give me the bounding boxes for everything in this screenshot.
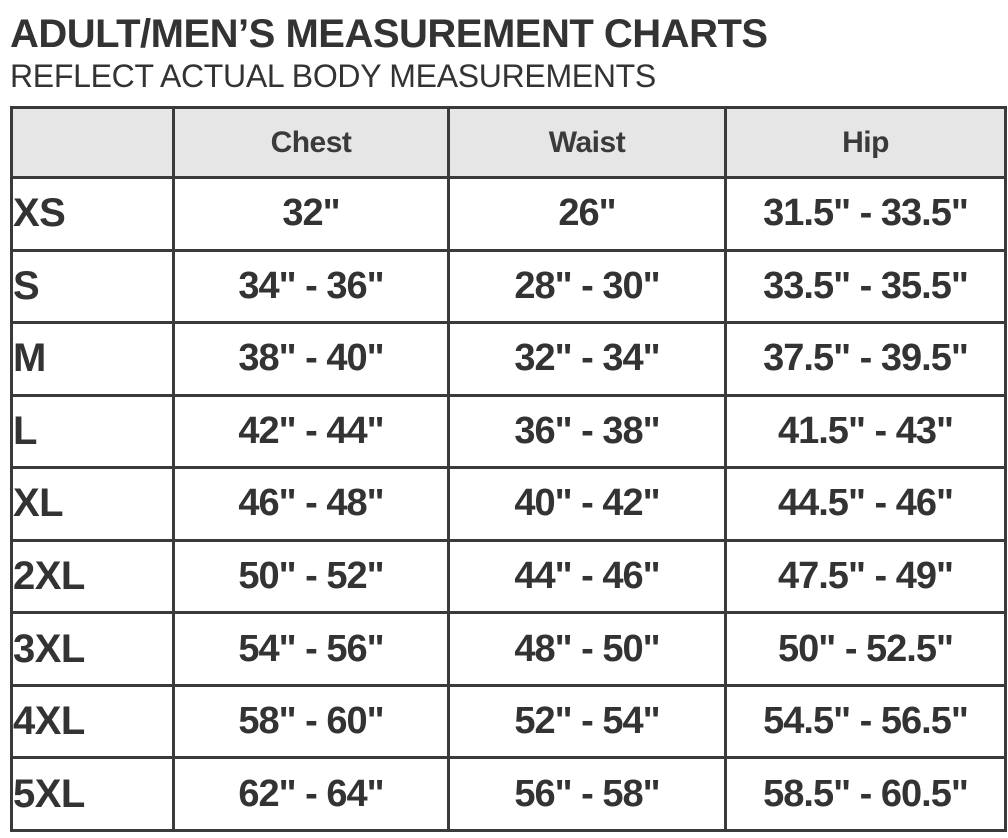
waist-value: 32" - 34" bbox=[449, 323, 726, 396]
chest-value: 62" - 64" bbox=[174, 758, 449, 831]
table-row bbox=[12, 250, 1006, 323]
chest-value: 42" - 44" bbox=[174, 395, 449, 468]
chest-value: 58" - 60" bbox=[174, 685, 449, 758]
hip-value: 37.5" - 39.5" bbox=[726, 323, 1006, 396]
size-label: L bbox=[12, 395, 174, 468]
page-subtitle: REFLECT ACTUAL BODY MEASUREMENTS bbox=[10, 58, 656, 94]
header-waist: Waist bbox=[449, 108, 726, 178]
hip-value: 44.5" - 46" bbox=[726, 468, 1006, 541]
hip-value: 50" - 52.5" bbox=[726, 613, 1006, 686]
table-row bbox=[12, 613, 1006, 686]
size-label: 5XL bbox=[12, 758, 174, 831]
size-chart-table bbox=[10, 106, 1007, 832]
size-label: 2XL bbox=[12, 540, 174, 613]
chest-value: 50" - 52" bbox=[174, 540, 449, 613]
size-label: XL bbox=[12, 468, 174, 541]
size-label: 4XL bbox=[12, 685, 174, 758]
waist-value: 48" - 50" bbox=[449, 613, 726, 686]
size-label: S bbox=[12, 250, 174, 323]
table-row bbox=[12, 178, 1006, 251]
table-row bbox=[12, 685, 1006, 758]
table-row bbox=[12, 323, 1006, 396]
chest-value: 54" - 56" bbox=[174, 613, 449, 686]
table-header-row bbox=[12, 108, 1006, 178]
table-row bbox=[12, 758, 1006, 831]
hip-value: 41.5" - 43" bbox=[726, 395, 1006, 468]
size-label: 3XL bbox=[12, 613, 174, 686]
header-chest: Chest bbox=[174, 108, 449, 178]
size-label: M bbox=[12, 323, 174, 396]
chest-value: 38" - 40" bbox=[174, 323, 449, 396]
table-row bbox=[12, 395, 1006, 468]
hip-value: 58.5" - 60.5" bbox=[726, 758, 1006, 831]
waist-value: 40" - 42" bbox=[449, 468, 726, 541]
hip-value: 31.5" - 33.5" bbox=[726, 178, 1006, 251]
chest-value: 46" - 48" bbox=[174, 468, 449, 541]
waist-value: 28" - 30" bbox=[449, 250, 726, 323]
hip-value: 33.5" - 35.5" bbox=[726, 250, 1006, 323]
table-row bbox=[12, 468, 1006, 541]
waist-value: 52" - 54" bbox=[449, 685, 726, 758]
page-title: ADULT/MEN’S MEASUREMENT CHARTS bbox=[10, 12, 768, 56]
hip-value: 54.5" - 56.5" bbox=[726, 685, 1006, 758]
size-label: XS bbox=[12, 178, 174, 251]
table-row bbox=[12, 540, 1006, 613]
waist-value: 56" - 58" bbox=[449, 758, 726, 831]
header-size bbox=[12, 108, 174, 178]
chest-value: 32" bbox=[174, 178, 449, 251]
chest-value: 34" - 36" bbox=[174, 250, 449, 323]
waist-value: 44" - 46" bbox=[449, 540, 726, 613]
waist-value: 26" bbox=[449, 178, 726, 251]
hip-value: 47.5" - 49" bbox=[726, 540, 1006, 613]
waist-value: 36" - 38" bbox=[449, 395, 726, 468]
header-hip: Hip bbox=[726, 108, 1006, 178]
